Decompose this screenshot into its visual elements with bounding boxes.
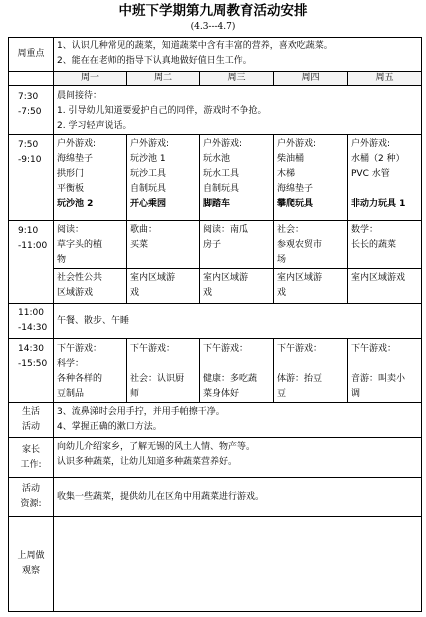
- morning-row: [9, 86, 422, 135]
- afternoon-line: 健康：多吃蔬: [203, 374, 258, 384]
- afternoon-line: 师: [130, 389, 140, 399]
- afternoon-line: 下午游戏：: [351, 344, 397, 354]
- afternoon-tuesday: [127, 339, 200, 403]
- afternoon-row: [9, 339, 422, 403]
- morning-line: 晨间接待：: [57, 91, 103, 101]
- mid-wednesday-lesson: [200, 221, 274, 269]
- header-blank: [9, 72, 54, 86]
- area-line: 戏: [203, 288, 213, 298]
- mid-thursday-area: [274, 269, 348, 304]
- activity-line: 户外游戏:: [203, 139, 243, 149]
- area-line: 社会性公共: [57, 273, 103, 283]
- activity-highlight: 开心乘园: [130, 199, 167, 209]
- lesson-line: 社会：: [277, 225, 305, 235]
- afternoon-line: 调: [351, 389, 361, 399]
- label-line: 观察: [21, 566, 40, 576]
- activity-line: 木梯: [277, 169, 296, 179]
- activity-highlight: 玩沙池 2: [57, 199, 94, 209]
- review-content: [54, 517, 422, 612]
- resources-row: [9, 478, 422, 517]
- afternoon-spacer: [277, 357, 344, 372]
- activity-line: 柴油桶: [277, 154, 305, 164]
- afternoon-line: 体游：抬豆: [277, 374, 323, 384]
- lesson-line: 数学：: [351, 225, 379, 235]
- outdoor-thursday: [274, 135, 348, 221]
- activity-line: 户外游戏:: [277, 139, 317, 149]
- afternoon-time: [9, 339, 54, 403]
- time-end: -11:00: [18, 241, 48, 251]
- mid-row-bottom: [9, 269, 422, 304]
- weekday-tuesday: 周二: [127, 72, 200, 86]
- area-line: 室内区域游戏: [351, 273, 406, 283]
- activity-highlight: 攀爬玩具: [277, 199, 314, 209]
- afternoon-line: 各种各样的: [57, 374, 103, 384]
- label-line: 生活: [21, 407, 40, 417]
- lesson-line: 场: [277, 255, 287, 265]
- activity-highlight: 非动力玩具 1: [351, 199, 406, 209]
- life-content: [54, 403, 422, 438]
- mid-friday-lesson: [348, 221, 422, 269]
- focus-line: 2、能在在老师的指导下认真地做好值日生工作。: [57, 56, 252, 66]
- afternoon-line: 下午游戏：: [277, 344, 323, 354]
- afternoon-line: 下午游戏：: [57, 344, 103, 354]
- activity-line: 户外游戏:: [57, 139, 97, 149]
- mid-tuesday-lesson: [127, 221, 200, 269]
- weekday-monday: 周一: [54, 72, 127, 86]
- lesson-line: 房子: [203, 240, 222, 250]
- outdoor-wednesday: [200, 135, 274, 221]
- focus-label: 周重点: [9, 38, 54, 72]
- weekday-thursday: 周四: [274, 72, 348, 86]
- time-start: 7:50: [18, 140, 39, 150]
- review-row: [9, 517, 422, 612]
- time-start: 9:10: [18, 226, 39, 236]
- activity-line: 玩水工具: [203, 169, 240, 179]
- outdoor-tuesday: [127, 135, 200, 221]
- lesson-line: 参观农贸市: [277, 240, 323, 250]
- mid-monday-lesson: [54, 221, 127, 269]
- activity-line: 平衡板: [57, 184, 85, 194]
- mid-tuesday-area: [127, 269, 200, 304]
- label-line: 活动: [21, 422, 40, 432]
- parents-label: [9, 438, 54, 478]
- outdoor-row: [9, 135, 422, 221]
- parents-row: [9, 438, 422, 478]
- area-line: 戏: [277, 288, 287, 298]
- date-range: (4.3---4.7): [190, 22, 236, 32]
- outdoor-time: [9, 135, 54, 221]
- label-line: 上周做: [17, 551, 45, 561]
- afternoon-line: 豆制品: [57, 389, 85, 399]
- afternoon-line: 豆: [277, 389, 287, 399]
- afternoon-spacer: [203, 357, 270, 372]
- afternoon-line: 下午游戏：: [203, 344, 249, 354]
- time-end: -14:30: [18, 323, 48, 333]
- life-row: [9, 403, 422, 438]
- resources-label: [9, 478, 54, 517]
- area-line: 区域游戏: [57, 288, 94, 298]
- lesson-line: 歌曲：: [130, 225, 158, 235]
- time-end: -15:50: [18, 359, 48, 369]
- resources-content: 收集一些蔬菜，提供幼儿在区角中用蔬菜进行游戏。: [54, 478, 422, 517]
- morning-time: [9, 86, 54, 135]
- focus-content: [54, 38, 422, 72]
- life-line: 4、掌握正确的漱口方法。: [57, 422, 162, 432]
- afternoon-spacer: [130, 357, 196, 372]
- activity-line: 海绵垫子: [57, 154, 94, 164]
- noon-row: [9, 304, 422, 339]
- outdoor-friday: [348, 135, 422, 221]
- morning-content: [54, 86, 422, 135]
- life-line: 3、流鼻涕时会用手拧，并用手帕擦干净。: [57, 407, 225, 417]
- activity-line: 海绵垫子: [277, 184, 314, 194]
- label-line: 活动: [21, 484, 40, 494]
- lesson-line: 物: [57, 255, 67, 265]
- noon-content: 午餐、散步、午睡: [54, 304, 422, 339]
- time-end: -9:10: [18, 155, 42, 165]
- mid-wednesday-area: [200, 269, 274, 304]
- time-start: 11:00: [18, 308, 44, 318]
- page-title: 中班下学期第九周教育活动安排: [118, 3, 308, 19]
- activity-line: [351, 182, 418, 197]
- lesson-line: 草字头的植: [57, 240, 103, 250]
- life-label: [9, 403, 54, 438]
- outdoor-monday: [54, 135, 127, 221]
- mid-thursday-lesson: [274, 221, 348, 269]
- weekday-friday: 周五: [348, 72, 422, 86]
- activity-line: 水桶（2 种）: [351, 154, 405, 164]
- afternoon-line: 下午游戏：: [130, 344, 176, 354]
- afternoon-spacer: [351, 357, 418, 372]
- mid-monday-area: [54, 269, 127, 304]
- activity-line: 户外游戏:: [130, 139, 170, 149]
- afternoon-thursday: [274, 339, 348, 403]
- activity-line: PVC 水管: [351, 169, 390, 179]
- weekday-wednesday: 周三: [200, 72, 274, 86]
- label-line: 家长: [21, 444, 40, 455]
- area-line: 戏: [130, 288, 140, 298]
- focus-row: [9, 38, 422, 72]
- activity-line: 自制玩具: [203, 184, 240, 194]
- mid-friday-area: [348, 269, 422, 304]
- weekday-header-row: [9, 72, 422, 86]
- activity-line: 自制玩具: [130, 184, 167, 194]
- activity-line: 拱形门: [57, 169, 85, 179]
- lesson-line: 长长的蔬菜: [351, 240, 397, 250]
- lesson-line: 买菜: [130, 240, 149, 250]
- morning-line: 2. 学习轻声说话。: [57, 121, 132, 131]
- lesson-line: 阅读：南瓜: [203, 225, 249, 235]
- parents-line: 认识多种蔬菜，让幼儿知道多种蔬菜营养好。: [57, 457, 238, 467]
- mid-time: [9, 221, 54, 304]
- time-start: 7:30: [18, 92, 39, 102]
- activity-line: 户外游戏:: [351, 139, 391, 149]
- time-start: 14:30: [18, 344, 44, 354]
- time-end: -7:50: [18, 107, 42, 117]
- afternoon-line: 音游：叫卖小: [351, 374, 406, 384]
- area-line: 室内区域游: [130, 273, 176, 283]
- morning-line: 1. 引导幼儿知道要爱护自己的同伴，游戏时不争抢。: [57, 106, 267, 116]
- focus-line: 1、认识几种常见的蔬菜，知道蔬菜中含有丰富的营养，喜欢吃蔬菜。: [57, 41, 333, 51]
- afternoon-line: 社会：认识厨: [130, 374, 185, 384]
- parents-content: [54, 438, 422, 478]
- afternoon-line: 菜身体好: [203, 389, 240, 399]
- review-label: [9, 517, 54, 612]
- schedule-table: [8, 37, 422, 612]
- label-line: 资源:: [20, 499, 42, 509]
- afternoon-monday: [54, 339, 127, 403]
- afternoon-line: 科学：: [57, 359, 85, 369]
- lesson-line: 阅读：: [57, 225, 85, 235]
- activity-highlight: 脚踏车: [203, 199, 231, 209]
- noon-time: [9, 304, 54, 339]
- mid-row-top: [9, 221, 422, 269]
- activity-line: 玩水池: [203, 154, 231, 164]
- area-line: 室内区域游: [203, 273, 249, 283]
- area-line: 室内区域游: [277, 273, 323, 283]
- activity-line: 玩沙工具: [130, 169, 167, 179]
- parents-line: 向幼儿介绍家乡，了解无锡的风土人情、物产等。: [57, 442, 256, 452]
- afternoon-wednesday: [200, 339, 274, 403]
- afternoon-friday: [348, 339, 422, 403]
- activity-line: 玩沙池 1: [130, 154, 166, 164]
- label-line: 工作:: [20, 459, 42, 470]
